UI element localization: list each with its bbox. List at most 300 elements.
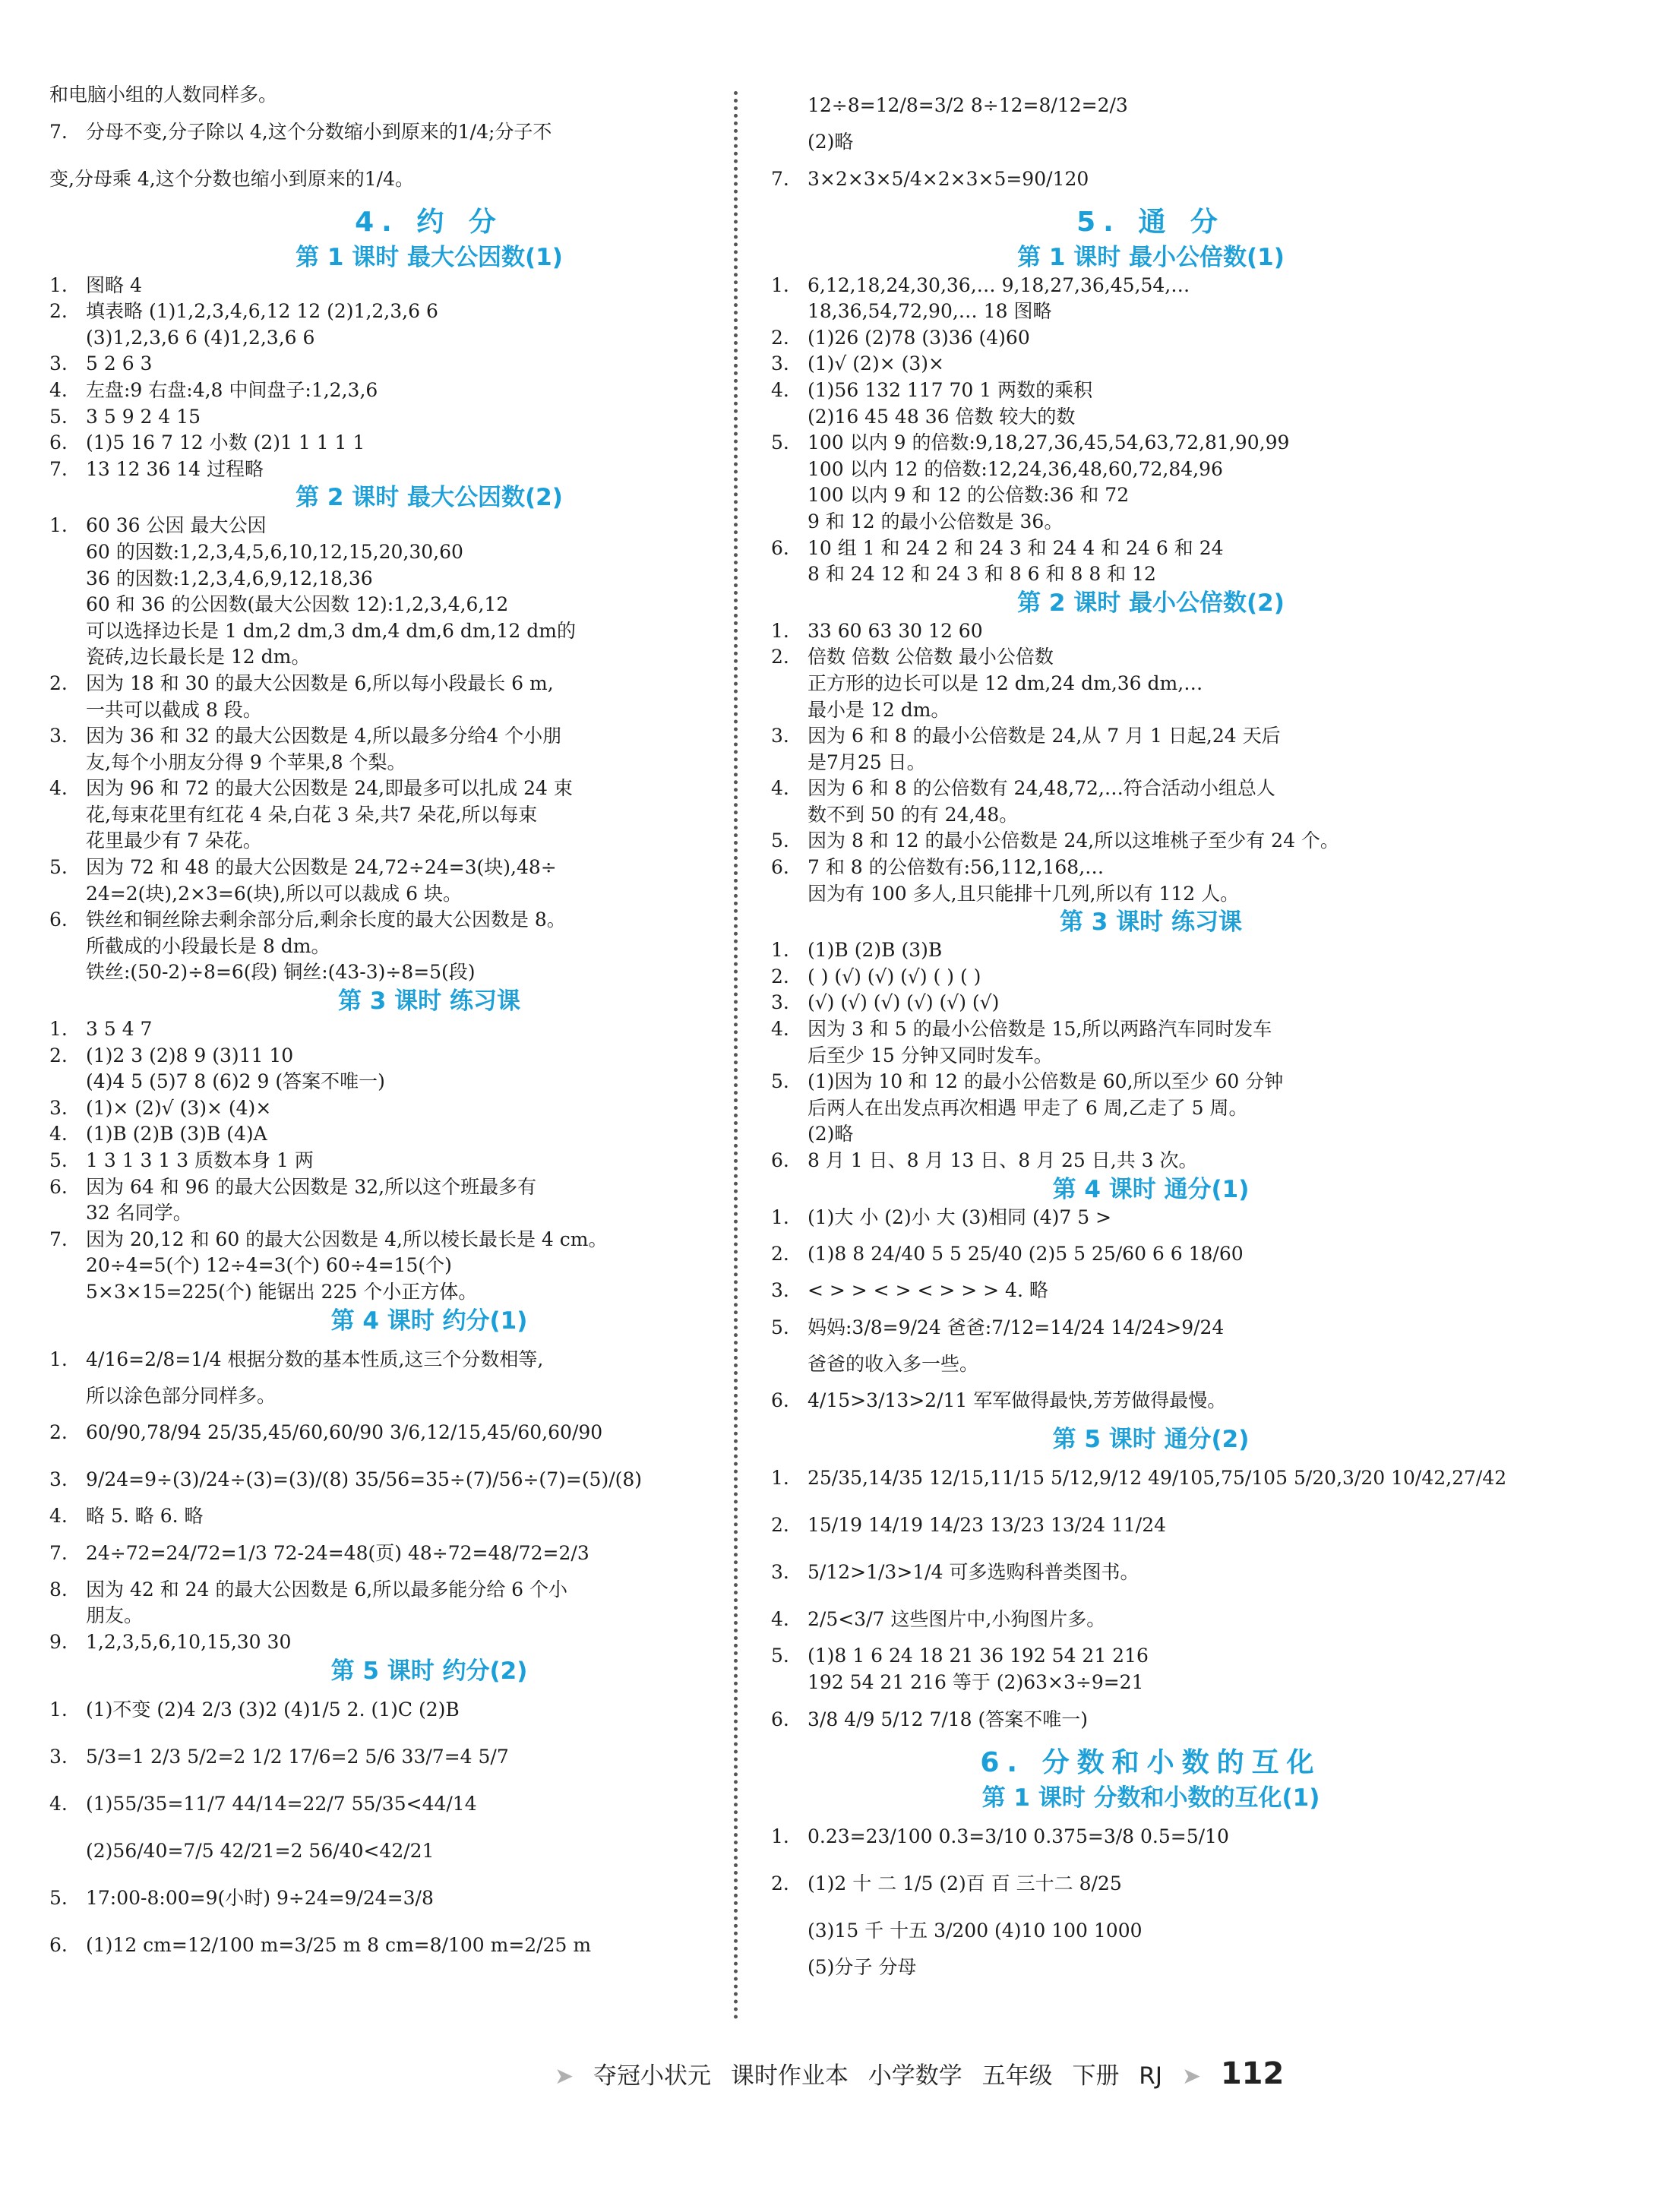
question-number: 4. (49, 1792, 68, 1815)
question-number: 6. (771, 536, 789, 559)
question-number: 3. (771, 1279, 789, 1302)
answer-text: 所截成的小段最长是 8 dm。 (86, 934, 330, 957)
question-number: 6. (49, 1175, 68, 1198)
answer-text: 所以涂色部分同样多。 (86, 1384, 277, 1407)
answer-line (49, 273, 809, 299)
answer-line (49, 156, 809, 203)
answer-text: 因为 3 和 5 的最小公倍数是 15,所以两路汽车同时发车 (808, 1018, 1272, 1041)
question-number: 5. (771, 1070, 789, 1093)
answer-text: 因为 72 和 48 的最大公因数是 24,72÷24=3(块),48÷ (86, 856, 557, 879)
question-number: 5. (771, 830, 789, 852)
answer-text: (2)略 (808, 1123, 854, 1146)
question-number: 1. (771, 273, 789, 296)
answer-line (771, 1095, 1531, 1122)
right-column (771, 82, 1531, 1980)
column-divider (734, 91, 738, 2021)
answer-line (49, 566, 809, 592)
answer-text: 图略 4 (86, 273, 142, 296)
question-number: 2. (49, 300, 68, 323)
answer-line (771, 855, 1531, 881)
answer-line (771, 82, 1531, 129)
answer-text: (1)56 132 117 70 1 两数的乘积 (808, 378, 1093, 401)
answer-line (771, 1231, 1531, 1278)
answer-line (49, 881, 809, 908)
answer-text: 33 60 63 30 12 60 (808, 619, 983, 642)
answer-line (771, 671, 1531, 697)
answer-text: (2)16 45 48 36 倍数 较大的数 (808, 405, 1076, 428)
answer-line (49, 1875, 809, 1922)
answer-text: 12÷8=12/8=3/2 8÷12=8/12=2/3 (808, 94, 1128, 116)
answer-line (49, 299, 809, 325)
answer-line (49, 776, 809, 802)
answer-line (49, 1409, 809, 1456)
answer-line (771, 1907, 1531, 1954)
answer-text: 爸爸的收入多一些。 (808, 1352, 979, 1375)
answer-line (49, 351, 809, 378)
question-number: 7. (49, 457, 68, 480)
answer-text: (1)12 cm=12/100 m=3/25 m 8 cm=8/100 m=2/25 m (86, 1933, 592, 1956)
answer-line (771, 1670, 1531, 1696)
answer-text: 3 5 9 2 4 15 (86, 405, 201, 428)
answer-text: (1)2 3 (2)8 9 (3)11 10 (86, 1044, 294, 1066)
answer-text: 后两人在出发点再次相遇 甲走了 6 周,乙走了 5 周。 (808, 1096, 1248, 1119)
answer-line (49, 644, 809, 671)
answer-line (49, 513, 809, 539)
question-number: 1. (771, 1206, 789, 1228)
answer-line (771, 937, 1531, 964)
page-footer (555, 2056, 1296, 2091)
question-number: 7. (49, 120, 68, 143)
answer-text: 6,12,18,24,30,36,… 9,18,27,36,45,54,… (808, 273, 1190, 296)
answer-text: 略 5. 略 6. 略 (86, 1505, 204, 1528)
answer-text: (3)1,2,3,6 6 (4)1,2,3,6 6 (86, 326, 315, 349)
answer-line (771, 378, 1531, 404)
section-heading: 6. 分数和小数的互化 (980, 1746, 1322, 1778)
answer-line (49, 1336, 809, 1383)
answer-line (771, 1304, 1531, 1351)
answer-text: 3×2×3×5/4×2×3×5=90/120 (808, 167, 1089, 190)
answer-text: 100 以内 12 的倍数:12,24,36,48,60,72,84,96 (808, 457, 1223, 480)
question-number: 1. (771, 939, 789, 962)
answer-line (771, 644, 1531, 671)
answer-text: 因为 8 和 12 的最小公倍数是 24,所以这堆桃子至少有 24 个。 (808, 830, 1339, 852)
answer-text: 最小是 12 dm。 (808, 698, 950, 721)
answer-text: 0.23=23/100 0.3=3/10 0.375=3/8 0.5=5/10 (808, 1825, 1229, 1847)
answer-text: 因为有 100 多人,且只能排十几列,所以有 112 人。 (808, 882, 1240, 905)
answer-text: 花里最少有 7 朵花。 (86, 830, 262, 852)
answer-text: 8 和 24 12 和 24 3 和 8 6 和 8 8 和 12 (808, 563, 1156, 586)
answer-line (49, 855, 809, 881)
answer-line (771, 536, 1531, 562)
answer-text: 1,2,3,5,6,10,15,30 30 (86, 1630, 292, 1653)
question-number: 3. (771, 1561, 789, 1584)
question-number: 2. (771, 326, 789, 349)
answer-line (49, 1121, 809, 1148)
question-number: 7. (771, 167, 789, 190)
answer-line (49, 828, 809, 855)
question-number: 5. (49, 1886, 68, 1909)
answer-line (49, 1503, 809, 1530)
answer-line (49, 1016, 809, 1043)
lesson-heading: 第 2 课时 最大公因数(2) (296, 484, 563, 512)
question-number: 2. (771, 1514, 789, 1537)
answer-text: (2)略 (808, 131, 854, 153)
answer-line (49, 934, 809, 960)
answer-text: (1)不变 (2)4 2/3 (3)2 (4)1/5 2. (1)C (2)B (86, 1698, 460, 1721)
answer-line (771, 1069, 1531, 1095)
answer-text: 朋友。 (86, 1604, 144, 1627)
answer-line (771, 828, 1531, 855)
answer-text: (1)55/35=11/7 44/14=22/7 55/35<44/14 (86, 1792, 477, 1815)
question-number: 2. (49, 672, 68, 694)
answer-text: (5)分子 分母 (808, 1955, 917, 1978)
lesson-heading: 第 2 课时 最小公倍数(2) (1017, 589, 1285, 617)
answer-line (771, 1148, 1531, 1174)
answer-line (49, 1069, 809, 1095)
answer-text: 4/15>3/13>2/11 军军做得最快,芳芳做得最慢。 (808, 1389, 1227, 1412)
question-number: 1. (771, 1825, 789, 1847)
answer-line (49, 1577, 809, 1604)
answer-text: 13 12 36 14 过程略 (86, 457, 264, 480)
answer-text: < > > < > < > > > 4. 略 (808, 1279, 1048, 1302)
section-heading: 4. 约 分 (355, 206, 504, 238)
answer-text: 4/16=2/8=1/4 根据分数的基本性质,这三个分数相等, (86, 1348, 544, 1370)
answer-line (771, 430, 1531, 457)
answer-line (49, 109, 809, 156)
answer-text: 20÷4=5(个) 12÷4=3(个) 60÷4=15(个) (86, 1254, 452, 1277)
answer-text: (1)B (2)B (3)B (808, 939, 943, 962)
answer-text: 因为 6 和 8 的最小公倍数是 24,从 7 月 1 日起,24 天后 (808, 725, 1281, 747)
answer-line (771, 1278, 1531, 1304)
footer-grade: 五年级 (981, 2062, 1053, 2090)
answer-text: 24÷72=24/72=1/3 72-24=48(页) 48÷72=48/72=2/3 (86, 1541, 589, 1564)
question-number: 8. (49, 1578, 68, 1601)
answer-line (49, 1922, 809, 1969)
answer-line (49, 1253, 809, 1279)
question-number: 4. (771, 1608, 789, 1631)
answer-line (49, 1781, 809, 1828)
question-number: 4. (49, 1123, 68, 1146)
answer-line (49, 1629, 809, 1656)
answer-line (771, 1549, 1531, 1596)
answer-text: 9 和 12 的最小公倍数是 36。 (808, 510, 1064, 532)
answer-text: 15/19 14/19 14/23 13/23 13/24 11/24 (808, 1514, 1167, 1537)
question-number: 2. (49, 1044, 68, 1066)
answer-line (771, 964, 1531, 991)
answer-text: 正方形的边长可以是 12 dm,24 dm,36 dm,… (808, 672, 1203, 694)
question-number: 6. (49, 908, 68, 931)
answer-line (49, 1686, 809, 1733)
answer-text: 因为 18 和 30 的最大公因数是 6,所以每小段最长 6 m, (86, 672, 554, 694)
answer-text: 铁丝:(50-2)÷8=6(段) 铜丝:(43-3)÷8=5(段) (86, 961, 476, 984)
answer-text: 60 36 公因 最大公因 (86, 514, 267, 537)
answer-text: 友,每个小朋友分得 9 个苹果,8 个梨。 (86, 750, 406, 773)
answer-text: 倍数 倍数 公倍数 最小公倍数 (808, 646, 1054, 668)
answer-line (49, 1227, 809, 1253)
question-number: 4. (49, 777, 68, 800)
lesson-heading: 第 3 课时 练习课 (1060, 908, 1242, 937)
answer-line (771, 802, 1531, 829)
footer-brand: 夺冠小状元 (593, 2062, 711, 2090)
footer-series: 课时作业本 (730, 2062, 849, 2090)
answer-text: 17:00-8:00=9(小时) 9÷24=9/24=3/8 (86, 1886, 434, 1909)
question-number: 5. (49, 405, 68, 428)
answer-line (49, 1530, 809, 1577)
answer-line (771, 1121, 1531, 1148)
question-number: 5. (771, 431, 789, 454)
answer-line (771, 1016, 1531, 1043)
answer-text: 因为 96 和 72 的最大公因数是 24,即最多可以扎成 24 束 (86, 777, 573, 800)
answer-text: 分母不变,分子除以 4,这个分数缩小到原来的1/4;分子不 (86, 120, 552, 143)
answer-line (771, 723, 1531, 750)
answer-line (49, 404, 809, 431)
answer-text: ( ) (√) (√) (√) ( ) ( ) (808, 965, 981, 988)
answer-text: 9/24=9÷(3)/24÷(3)=(3)/(8) 35/56=35÷(7)/56÷(7)=(5)/(8) (86, 1468, 643, 1491)
question-number: 2. (771, 965, 789, 988)
answer-text: 3 5 4 7 (86, 1018, 153, 1041)
lesson-heading: 第 1 课时 最大公因数(1) (296, 243, 563, 271)
answer-line (771, 482, 1531, 509)
answer-line (49, 697, 809, 724)
answer-line (49, 1043, 809, 1070)
answer-text: (√) (√) (√) (√) (√) (√) (808, 991, 1000, 1014)
answer-text: 24=2(块),2×3=6(块),所以可以裁成 6 块。 (86, 882, 462, 905)
lesson-heading: 第 3 课时 练习课 (338, 988, 520, 1016)
answer-line (771, 776, 1531, 802)
answer-line (49, 1456, 809, 1503)
lesson-heading: 第 4 课时 通分(1) (1052, 1175, 1250, 1203)
answer-text: (2)56/40=7/5 42/21=2 56/40<42/21 (86, 1839, 435, 1862)
answer-text: 妈妈:3/8=9/24 爸爸:7/12=14/24 14/24>9/24 (808, 1316, 1225, 1338)
answer-line (771, 881, 1531, 908)
question-number: 4. (771, 1018, 789, 1041)
answer-text: 100 以内 9 和 12 的公倍数:36 和 72 (808, 484, 1130, 507)
answer-text: (1)大 小 (2)小 大 (3)相同 (4)7 5 > (808, 1206, 1112, 1228)
answer-line (771, 299, 1531, 325)
answer-line (49, 1733, 809, 1781)
answer-text: 100 以内 9 的倍数:9,18,27,36,45,54,63,72,81,90,99 (808, 431, 1290, 454)
answer-text: 25/35,14/35 12/15,11/15 5/12,9/12 49/105,75/105 5/20,3/20 10/42,27/42 (808, 1467, 1507, 1490)
question-number: 1. (49, 1698, 68, 1721)
question-number: 1. (49, 1348, 68, 1370)
answer-text: 因为 42 和 24 的最大公因数是 6,所以最多能分给 6 个小 (86, 1578, 568, 1601)
answer-text: (4)4 5 (5)7 8 (6)2 9 (答案不唯一) (86, 1070, 385, 1093)
question-number: 2. (771, 1243, 789, 1266)
question-number: 4. (49, 378, 68, 401)
answer-text: 36 的因数:1,2,3,4,6,9,12,18,36 (86, 567, 373, 589)
answer-text: 8 月 1 日、8 月 13 日、8 月 25 日,共 3 次。 (808, 1149, 1198, 1171)
answer-text: 7 和 8 的公倍数有:56,112,168,… (808, 856, 1105, 879)
question-number: 6. (771, 1708, 789, 1730)
answer-text: (1)26 (2)78 (3)36 (4)60 (808, 326, 1030, 349)
question-number: 6. (49, 431, 68, 454)
answer-text: 192 54 21 216 等于 (2)63×3÷9=21 (808, 1670, 1144, 1693)
question-number: 7. (49, 1541, 68, 1564)
answer-line (49, 430, 809, 457)
answer-text: (1)2 十 二 1/5 (2)百 百 三十二 8/25 (808, 1872, 1122, 1894)
answer-text: 5/3=1 2/3 5/2=2 1/2 17/6=2 5/6 33/7=4 5/7 (86, 1745, 509, 1768)
page-number: 112 (1220, 2056, 1285, 2091)
answer-line (771, 1205, 1531, 1231)
question-number: 2. (49, 1421, 68, 1444)
answer-text: (1)B (2)B (3)B (4)A (86, 1123, 267, 1146)
answer-text: 瓷砖,边长最长是 12 dm。 (86, 646, 311, 668)
answer-text: 后至少 15 分钟又同时发车。 (808, 1044, 1053, 1066)
answer-line (49, 457, 809, 483)
answer-line (771, 1696, 1531, 1743)
answer-text: 18,36,54,72,90,… 18 图略 (808, 300, 1052, 323)
answer-text: 5 2 6 3 (86, 352, 153, 375)
footer-arrow-icon: ➤ (1181, 2063, 1201, 2090)
answer-text: 因为 36 和 32 的最大公因数是 4,所以最多分给4 个小朋 (86, 725, 562, 747)
answer-text: 和电脑小组的人数同样多。 (49, 84, 278, 106)
question-number: 5. (49, 1149, 68, 1171)
answer-line (771, 1596, 1531, 1643)
answer-line (771, 1860, 1531, 1907)
answer-line (49, 592, 809, 618)
answer-line (771, 990, 1531, 1016)
footer-subject: 小学数学 (868, 2062, 962, 2090)
answer-text: 32 名同学。 (86, 1202, 192, 1224)
left-column (49, 82, 809, 1969)
answer-line (49, 907, 809, 934)
answer-line (771, 1643, 1531, 1670)
answer-text: 因为 6 和 8 的公倍数有 24,48,72,…符合活动小组总人 (808, 777, 1275, 800)
answer-line (771, 750, 1531, 776)
question-number: 5. (771, 1316, 789, 1338)
answer-line (49, 1828, 809, 1875)
question-number: 3. (49, 1468, 68, 1491)
answer-line (771, 129, 1531, 156)
answer-line (771, 404, 1531, 431)
lesson-heading: 第 1 课时 最小公倍数(1) (1017, 243, 1285, 271)
answer-text: 60 的因数:1,2,3,4,5,6,10,12,15,20,30,60 (86, 540, 463, 563)
question-number: 3. (49, 352, 68, 375)
answer-text: 3/8 4/9 5/12 7/18 (答案不唯一) (808, 1708, 1089, 1730)
question-number: 3. (771, 352, 789, 375)
answer-line (49, 1095, 809, 1122)
answer-text: 花,每束花里有红花 4 朵,白花 3 朵,共7 朵花,所以每束 (86, 803, 538, 826)
question-number: 6. (771, 856, 789, 879)
answer-text: 60/90,78/94 25/35,45/60,60/90 3/6,12/15,45/60,60/90 (86, 1421, 603, 1444)
lesson-heading: 第 5 课时 通分(2) (1052, 1426, 1250, 1454)
answer-line (49, 1174, 809, 1201)
answer-line (771, 325, 1531, 352)
answer-line (771, 1455, 1531, 1502)
question-number: 3. (771, 991, 789, 1014)
question-number: 6. (49, 1933, 68, 1956)
answer-line (771, 618, 1531, 645)
answer-text: 变,分母乘 4,这个分数也缩小到原来的1/4。 (49, 167, 414, 190)
question-number: 3. (49, 1096, 68, 1119)
answer-line (49, 1200, 809, 1227)
answer-line (771, 697, 1531, 724)
answer-line (49, 802, 809, 829)
question-number: 3. (771, 725, 789, 747)
answer-text: 1 3 1 3 1 3 质数本身 1 两 (86, 1149, 314, 1171)
answer-text: 因为 64 和 96 的最大公因数是 32,所以这个班最多有 (86, 1175, 537, 1198)
answer-text: (1)8 1 6 24 18 21 36 192 54 21 216 (808, 1645, 1149, 1667)
answer-text: (1)5 16 7 12 小数 (2)1 1 1 1 1 (86, 431, 365, 454)
answer-line (771, 1351, 1531, 1378)
answer-line (49, 82, 809, 109)
lesson-heading: 第 1 课时 分数和小数的互化(1) (981, 1784, 1320, 1812)
answer-text: 可以选择边长是 1 dm,2 dm,3 dm,4 dm,6 dm,12 dm的 (86, 619, 576, 642)
question-number: 9. (49, 1630, 68, 1653)
answer-text: 填表略 (1)1,2,3,4,6,12 12 (2)1,2,3,6 6 (86, 300, 438, 323)
answer-line (49, 723, 809, 750)
answer-line (49, 325, 809, 352)
answer-line (49, 1603, 809, 1629)
answer-text: 左盘:9 右盘:4,8 中间盘子:1,2,3,6 (86, 378, 378, 401)
question-number: 1. (49, 514, 68, 537)
question-number: 4. (771, 777, 789, 800)
question-number: 6. (771, 1389, 789, 1412)
answer-line (49, 1383, 809, 1410)
answer-line (771, 1502, 1531, 1549)
answer-line (771, 1377, 1531, 1424)
lesson-heading: 第 5 课时 约分(2) (330, 1657, 528, 1685)
question-number: 4. (49, 1505, 68, 1528)
answer-text: 数不到 50 的有 24,48。 (808, 803, 1019, 826)
footer-arrow-icon: ➤ (555, 2063, 574, 2090)
answer-line (771, 509, 1531, 536)
answer-text: 铁丝和铜丝除去剩余部分后,剩余长度的最大公因数是 8。 (86, 908, 566, 931)
answer-line (49, 959, 809, 986)
answer-text: 60 和 36 的公因数(最大公因数 12):1,2,3,4,6,12 (86, 593, 509, 616)
answer-line (49, 378, 809, 404)
answer-text: (1)× (2)√ (3)× (4)× (86, 1096, 272, 1119)
answer-text: (1)因为 10 和 12 的最小公倍数是 60,所以至少 60 分钟 (808, 1070, 1284, 1093)
answer-line (771, 1813, 1531, 1860)
answer-text: 是7月25 日。 (808, 750, 926, 773)
question-number: 2. (771, 646, 789, 668)
answer-text: (1)8 8 24/40 5 5 25/40 (2)5 5 25/60 6 6 18/60 (808, 1243, 1244, 1266)
question-number: 5. (771, 1645, 789, 1667)
question-number: 7. (49, 1228, 68, 1250)
question-number: 3. (49, 1745, 68, 1768)
footer-edition: RJ (1139, 2062, 1162, 2090)
answer-line (49, 1279, 809, 1306)
answer-text: (3)15 千 十五 3/200 (4)10 100 1000 (808, 1919, 1143, 1942)
answer-text: 因为 20,12 和 60 的最大公因数是 4,所以棱长最长是 4 cm。 (86, 1228, 608, 1250)
answer-text: 5/12>1/3>1/4 可多选购科普类图书。 (808, 1561, 1139, 1584)
question-number: 4. (771, 378, 789, 401)
question-number: 1. (49, 1018, 68, 1041)
question-number: 5. (49, 856, 68, 879)
question-number: 3. (49, 725, 68, 747)
answer-line (771, 351, 1531, 378)
answer-line (771, 1043, 1531, 1070)
answer-text: 一共可以截成 8 段。 (86, 698, 262, 721)
answer-line (771, 156, 1531, 203)
lesson-heading: 第 4 课时 约分(1) (330, 1307, 528, 1335)
question-number: 1. (771, 1467, 789, 1490)
answer-line (771, 457, 1531, 483)
answer-line (49, 618, 809, 645)
answer-text: 5×3×15=225(个) 能锯出 225 个小正方体。 (86, 1280, 478, 1303)
question-number: 1. (771, 619, 789, 642)
answer-line (49, 750, 809, 776)
answer-line (771, 273, 1531, 299)
answer-line (49, 1148, 809, 1174)
answer-line (771, 561, 1531, 588)
question-number: 6. (771, 1149, 789, 1171)
answer-text: 2/5<3/7 这些图片中,小狗图片多。 (808, 1608, 1106, 1631)
footer-volume: 下册 (1072, 2062, 1120, 2090)
section-heading: 5. 通 分 (1076, 206, 1225, 238)
question-number: 2. (771, 1872, 789, 1894)
